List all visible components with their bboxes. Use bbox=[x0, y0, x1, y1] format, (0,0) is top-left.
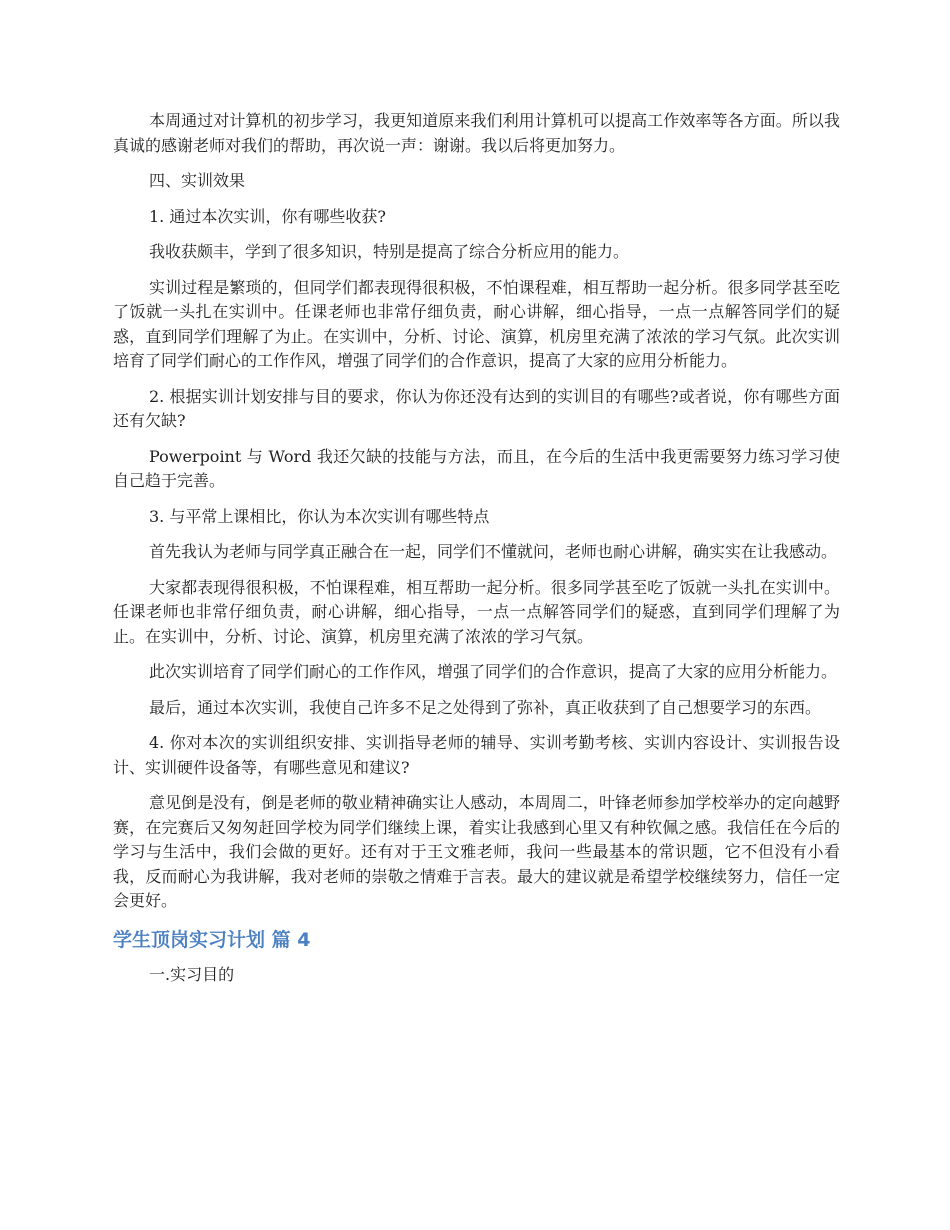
section-heading: 学生顶岗实习计划 篇 4 bbox=[113, 928, 311, 951]
subsection-title: 一.实习目的 bbox=[149, 964, 235, 984]
paragraph: 我收获颇丰，学到了很多知识，特别是提高了综合分析应用的能力。 bbox=[149, 242, 630, 261]
paragraph: 首先我认为老师与同学真正融合在一起，同学们不懂就问，老师也耐心讲解，确实实在让我感动。 bbox=[149, 542, 838, 561]
question-3: 3. 与平常上课相比，你认为本次实训有哪些特点 bbox=[149, 506, 490, 526]
paragraph: 本周通过对计算机的初步学习，我更知道原来我们利用计算机可以提高工作效率等各方面。所以我真诚的感谢老师对我们的帮助，再次说一声：谢谢。我以后将更加努力。 bbox=[113, 111, 840, 155]
question-2: 2. 根据实训计划安排与目的要求，你认为你还没有达到的实训目的有哪些?或者说，你有哪些方面还有欠缺? bbox=[113, 386, 840, 430]
paragraph: 实训过程是繁琐的，但同学们都表现得很积极，不怕课程难，相互帮助一起分析。很多同学甚至吃了饭就一头扎在实训中。任课老师也非常仔细负责，耐心讲解，细心指导，一点一点解答同学们的疑惑，直到同学们理解了为止。在实训中，分析、讨论、演算，机房里充满了浓浓的学习气氛。此次实训培育了同学们耐心的工作作风，增强了同学们的合作意识，提高了大家的应用分析能力。 bbox=[113, 277, 840, 370]
paragraph: Powerpoint 与 Word 我还欠缺的技能与方法，而且，在今后的生活中我更需要努力练习学习使自己趋于完善。 bbox=[113, 446, 840, 490]
document-body bbox=[113, 109, 840, 998]
paragraph: 此次实训培育了同学们耐心的工作作风，增强了同学们的合作意识，提高了大家的应用分析能力。 bbox=[149, 662, 838, 681]
question-4: 4. 你对本次的实训组织安排、实训指导老师的辅导、实训考勤考核、实训内容设计、实训报告设计、实训硬件设备等，有哪些意见和建议? bbox=[113, 733, 840, 777]
paragraph: 大家都表现得很积极，不怕课程难，相互帮助一起分析。很多同学甚至吃了饭就一头扎在实训中。任课老师也非常仔细负责，耐心讲解，细心指导，一点一点解答同学们的疑惑，直到同学们理解了为止。在实训中，分析、讨论、演算，机房里充满了浓浓的学习气氛。 bbox=[113, 577, 840, 646]
paragraph: 最后，通过本次实训，我使自己许多不足之处得到了弥补，真正收获到了自己想要学习的东西。 bbox=[149, 697, 822, 717]
paragraph: 意见倒是没有，倒是老师的敬业精神确实让人感动，本周周二，叶锋老师参加学校举办的定向越野赛，在完赛后又匆匆赶回学校为同学们继续上课，着实让我感到心里又有种钦佩之感。我信任在今后的学习与生活中，我们会做的更好。还有对于王文雅老师，我问一些最基本的常识题，它不但没有小看我，反而耐心为我讲解，我对老师的崇敬之情难于言表。最大的建议就是希望学校继续努力，信任一定会更好。 bbox=[113, 793, 840, 910]
question-1: 1. 通过本次实训，你有哪些收获? bbox=[149, 206, 386, 226]
section-subheading: 四、实训效果 bbox=[149, 171, 246, 190]
